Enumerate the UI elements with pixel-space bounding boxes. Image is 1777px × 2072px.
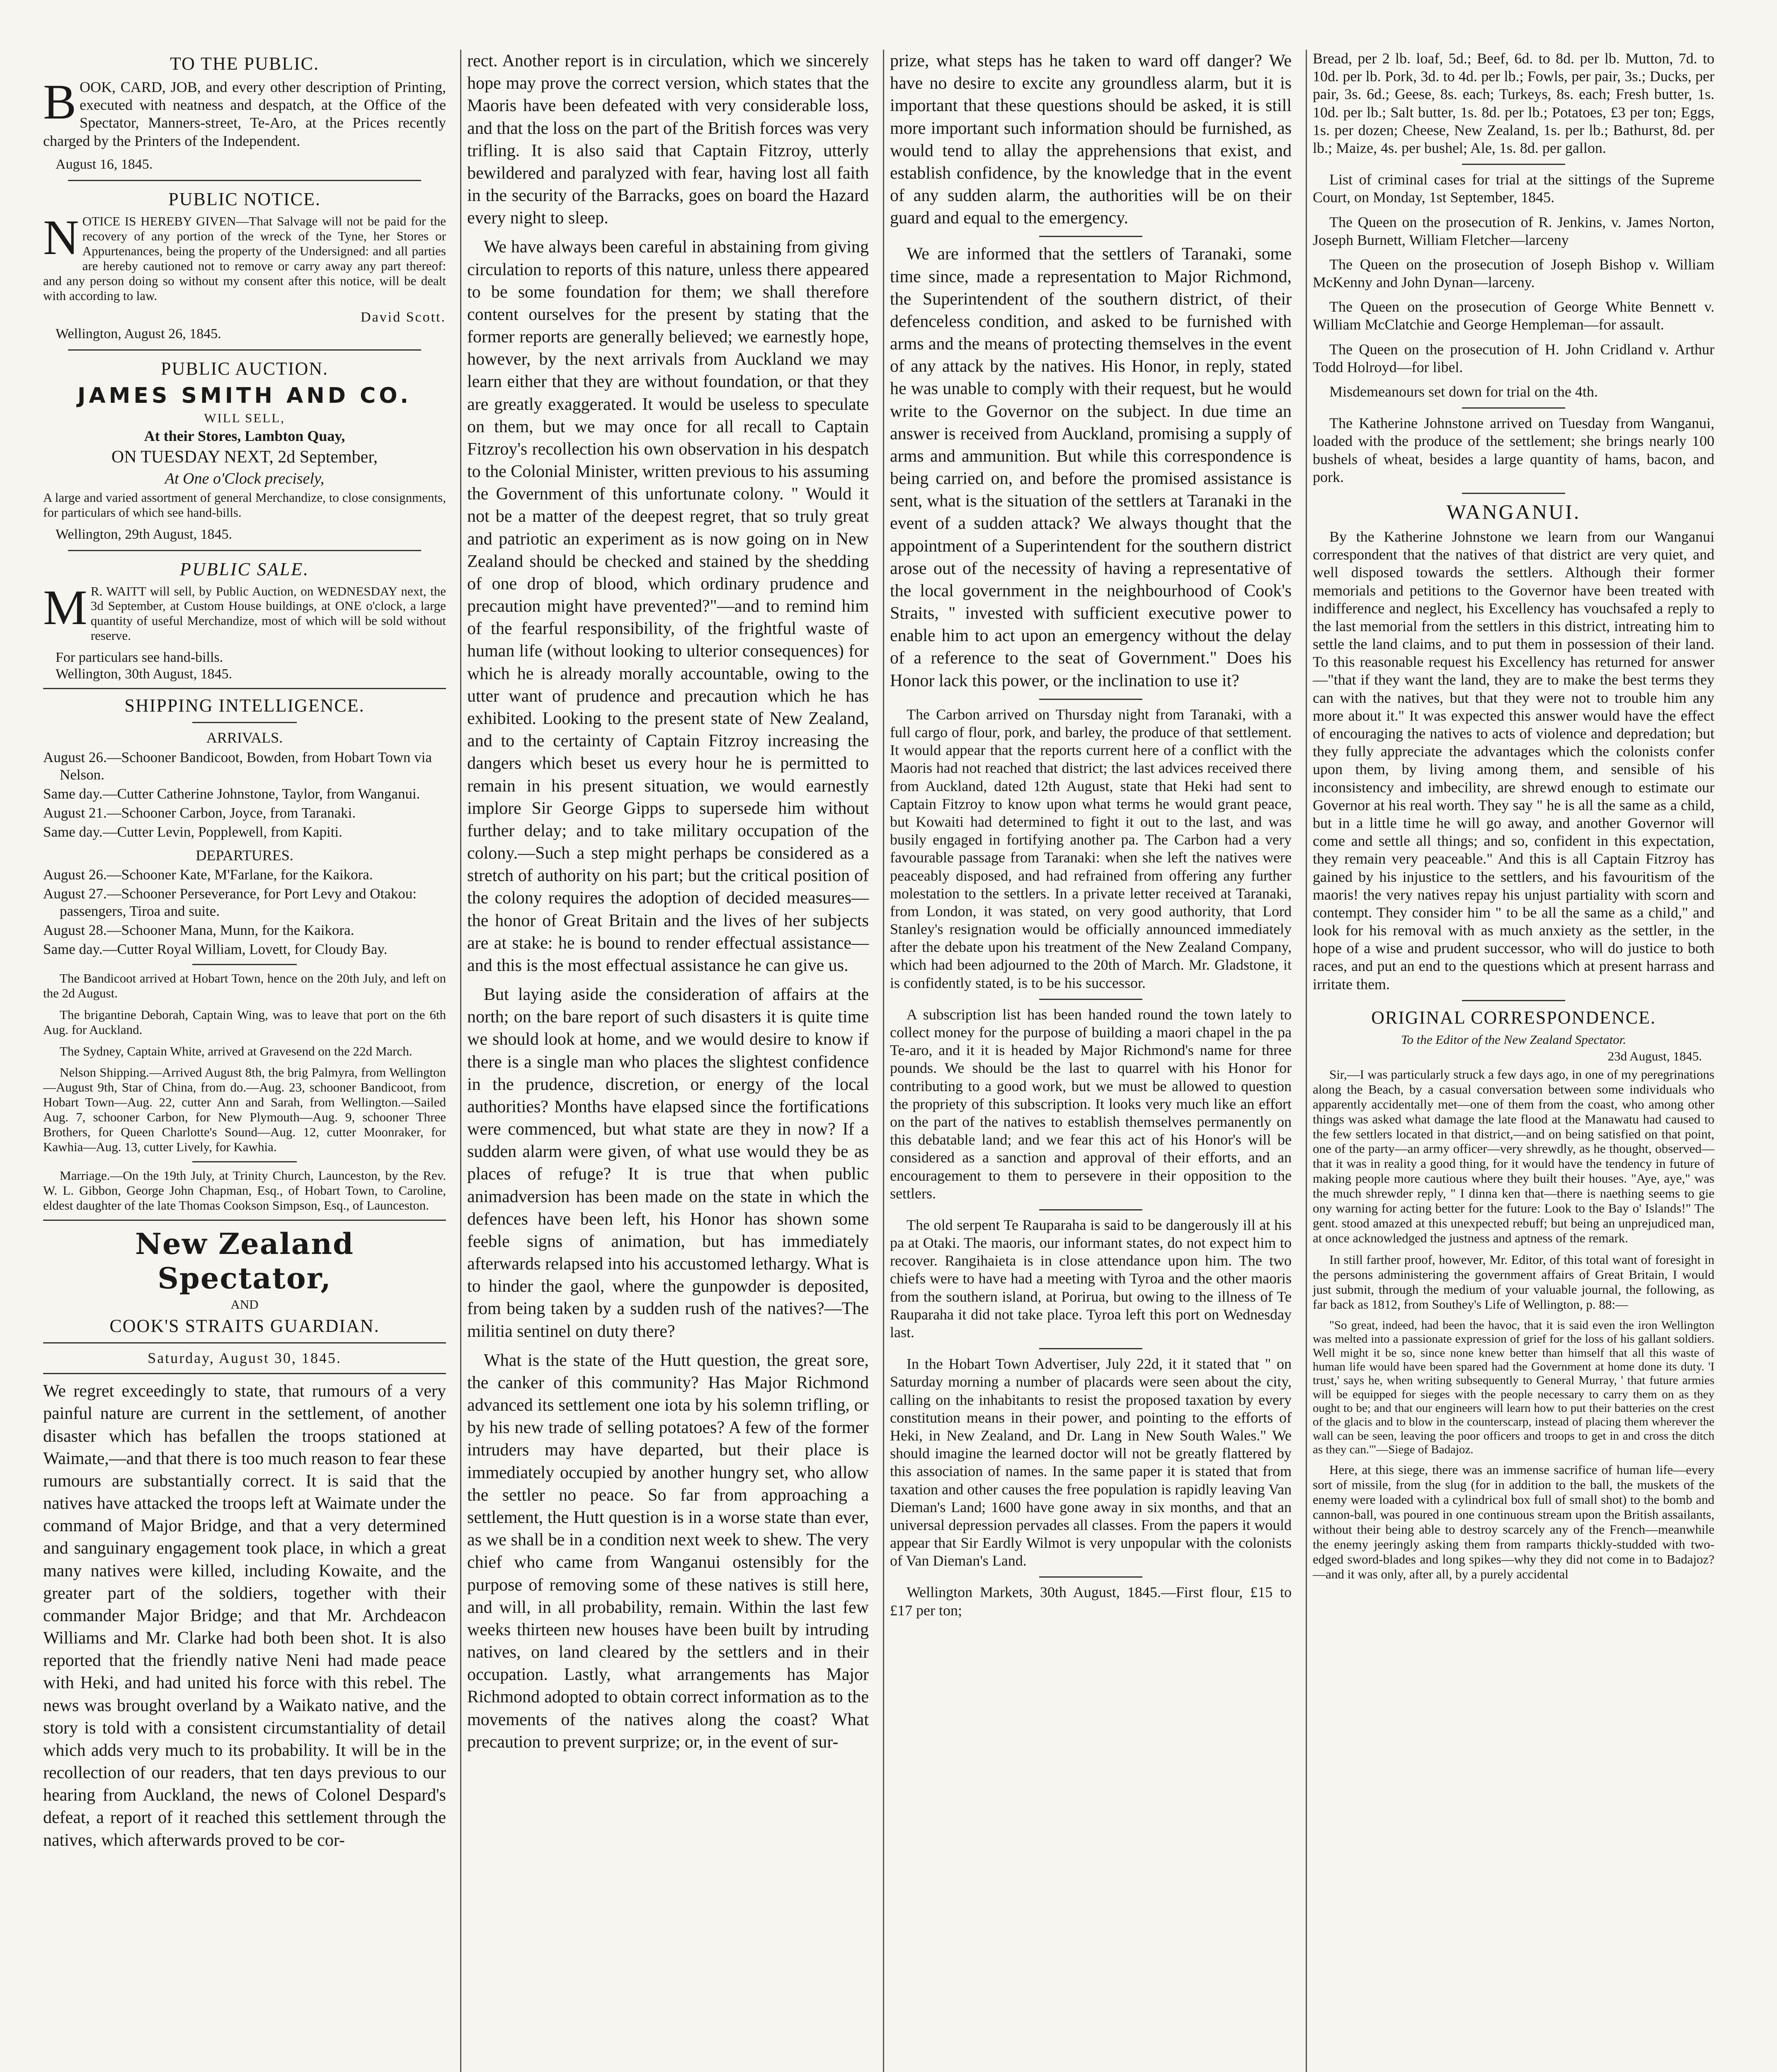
correspondence-paragraph: Here, at this siege, there was an immense sacrifice of human life—every sort of missile, from the slug (for in addition to the ball, the muskets of the enemy were loaded with a cylindrical box full of small shot) to the bomb and cannon-ball, was poured in one continuous stream upon the British assailants, without their being able to destroy scarcely any of the French—meanwhile the enemy jeeringly asking them from ramparts thickly-studded with two-edged sword-blades and long spikes—why they did not come in to Badajoz? —and it was only, after all, by a purely accidental bbox=[1313, 1462, 1714, 1582]
editorial-paragraph: We have always been careful in abstaining from giving circulation to reports of this nature, unless there appeared to be some foundation for them; we shall therefore content ourselves for the present by stating that the former reports are generally believed; we earnestly hope, however, by the next arrivals from Auckland we may learn either that they are without foundation, or that they are greatly exaggerated. It would be useless to speculate on them, but we may once for all recall to Captain Fitzroy's recollection his own observation in his despatch to the Colonial Minister, written previous to his assuming the Government of this unfortunate colony. " Would it not be a matter of the deepest regret, that so truly great and patriotic an experiment as is now going on in New Zealand should be checked and stained by the shedding of one drop of blood, which ordinary prudence and precaution might have prevented?"—and to remind him of the fearful responsibility, of the frightful waste of human life (without looking to ulterior consequences) for which he is already morally accountable, owing to the utter want of prudence and precaution which he has exhibited. Looking to the present state of New Zealand, and to the certainty of Captain Fitzroy increasing the dangers which beset us every hour he is permitted to remain in his present situation, we would earnestly implore Sir George Gipps to supersede him without further delay; and to take military occupation of the colony.—Such a step might perhaps be considered as a stretch of authority on his part; but the critical position of the colony requires the adoption of decided measures—the honor of Great Britain and the lives of her subjects are at stake: he is bound to render effectual assistance—and this is the most effectual assistance he can give us. bbox=[467, 237, 869, 975]
editorial-paragraph: What is the state of the Hutt question, the great sore, the canker of this community? Has Major Richmond advanced its settlement one iota by his solemn trifling, or by his new trade of selling potatoes? A few of the former intruders may have departed, but their place is immediately occupied by another hungry set, who allow the settler no peace. So far from approaching a settlement, the Hutt question is in a worse state than ever, as we shall be in a condition next week to shew. The very chief who came from Wanganui ostensibly for the purpose of removing some of these natives is still here, and will, in all probability, remain. Within the last few weeks thirteen new houses have been built by intruding natives, on land cleared by the settlers and in their occupation. Lastly, what arrangements has Major Richmond adopted to obtain correct information as to the movements of the natives along the coast? What precaution to prevent surprize; or, in the event of sur- bbox=[467, 1351, 869, 1752]
criminal-case: The Queen on the prosecution of George White Bennett v. William McClatchie and George Hempleman—for assault. bbox=[1313, 298, 1714, 333]
to-public-text: OOK, CARD, JOB, and every other description of Printing, executed with neatness and despatch, at the Office of the Spectator, Manners-street, Te-Aro, at the Prices recently charged by the Printers of the Independent. bbox=[43, 79, 446, 149]
auction-will-sell: WILL SELL, bbox=[204, 411, 285, 426]
to-public-date: August 16, 1845. bbox=[56, 156, 153, 172]
column-3 bbox=[883, 50, 1297, 2072]
hobart-paragraph: In the Hobart Town Advertiser, July 22d, it it stated that " on Saturday morning a number of placards were seen about the city, calling on the inhabitants to resist the proposed taxation by every constitution means in their power, and pointing to the efforts of Heki, in New Zealand, and Dr. Lang in New South Wales." We should imagine the learned doctor will not be greatly flattered by this association of names. In the same paper it is stated that from taxation and other causes the free population is rapidly leaving Van Dieman's Land; 1600 have gone away in six months, and that an universal depression pervades all classes. From the papers it would appear that Sir Eardly Wilmot is very unpopular with the colonists of Van Dieman's Land. bbox=[890, 1356, 1292, 1569]
divider bbox=[43, 688, 446, 689]
departure-item: August 26.—Schooner Kate, M'Farlane, for the Kaikora. bbox=[43, 866, 373, 883]
criminal-cases-intro: List of criminal cases for trial at the sittings of the Supreme Court, on Monday, 1st September, 1845. bbox=[1313, 171, 1714, 206]
shipping-note: The Bandicoot arrived at Hobart Town, hence on the 20th July, and left on the 2d August. bbox=[43, 971, 446, 1000]
rauparaha-paragraph: The old serpent Te Rauparaha is said to be dangerously ill at his pa at Otaki. The maoris, our informant states, do not expect him to recover. Rangihaieta is in close attendance upon him. The two chiefs were to have had a meeting with Tyroa and the other maoris from the southern island, at Porirua, but owing to the illness of Te Rauparaha it did not take place. Tyroa left this port on Wednesday last. bbox=[890, 1216, 1292, 1341]
arrival-item: Same day.—Cutter Catherine Johnstone, Taylor, from Wanganui. bbox=[43, 785, 420, 802]
divider bbox=[1039, 1576, 1142, 1578]
editorial-paragraph: We regret exceedingly to state, that rumours of a very painful nature are current in the settlement, of another disaster which has befallen the troops stationed at Waimate,—and that there is too much reason to fear these rumours are substantially correct. It is said that the natives have attacked the troops left at Waimate under the command of Major Bridge, and that a very determined and sanguinary engagement took place, in which a great many natives were killed, including Kowaite, and the greater part of the soldiers, together with their commander Major Bridge; and that Mr. Archdeacon Williams and Mr. Clarke had both been shot. It is also reported that the friendly native Neni had made peace with Heki, and had united his force with this rebel. The news was brought overland by a Waikato native, and the story is told with a consistent circumstantiality of detail which adds very much to its probability. It will be in the recollection of our readers, that ten days previous to our hearing from Auckland, the news of Colonel Despard's defeat, a report of it reached this settlement through the natives, which afterwards proved to be cor- bbox=[43, 1382, 446, 1850]
to-public-dropcap: B bbox=[43, 74, 77, 129]
public-notice-text: OTICE IS HEREBY GIVEN—That Salvage will not be paid for the recovery of any portion of the wreck of the Tyne, her Stores or Appurtenances, being the property of the Undersigned: and all parties are hereby cautioned not to remove or carry away any part thereof: and any person doing so without my consent after this notice, will be dealt with according to law. bbox=[43, 213, 446, 303]
shipping-heading: SHIPPING INTELLIGENCE. bbox=[124, 695, 365, 716]
katherine-paragraph: The Katherine Johnstone arrived on Tuesday from Wanganui, loaded with the produce of the settlement; she brings nearly 100 bushels of wheat, besides a large quantity of hams, bacon, and pork. bbox=[1313, 415, 1714, 485]
public-notice-dropcap: N bbox=[43, 209, 79, 265]
public-sale-dropcap: M bbox=[43, 579, 87, 635]
public-sale bbox=[43, 579, 446, 644]
auction-time: At One o'Clock precisely, bbox=[165, 470, 325, 487]
divider bbox=[1462, 1000, 1565, 1001]
shipping-note: The Sydney, Captain White, arrived at Gravesend on the 22d March. bbox=[60, 1043, 412, 1058]
masthead-and: AND bbox=[230, 1297, 259, 1312]
criminal-case: The Queen on the prosecution of R. Jenkins, v. James Norton, Joseph Burnett, William Fletcher—larceny bbox=[1313, 213, 1714, 248]
criminal-case: Misdemeanours set down for trial on the 4th. bbox=[1329, 383, 1598, 400]
divider bbox=[1039, 1348, 1142, 1349]
public-sale-particulars: For particulars see hand-bills. bbox=[56, 650, 223, 666]
shipping-note: The brigantine Deborah, Captain Wing, was to leave that port on the 6th Aug. for Auckland. bbox=[43, 1007, 446, 1037]
auction-date: Wellington, 29th August, 1845. bbox=[56, 526, 233, 542]
divider bbox=[1039, 1209, 1142, 1210]
masthead-title: New Zealand Spectator, bbox=[135, 1227, 354, 1296]
correspondence-to: To the Editor of the New Zealand Spectator. bbox=[1401, 1032, 1627, 1047]
criminal-case: The Queen on the prosecution of Joseph Bishop v. William McKenny and John Dynan—larceny. bbox=[1313, 256, 1714, 291]
divider bbox=[192, 722, 297, 723]
divider bbox=[1039, 699, 1142, 700]
divider bbox=[1462, 164, 1565, 165]
correspondence-quote: "So great, indeed, had been the havoc, that it is said even the iron Wellington was melted into a passionate expression of grief for the loss of his gallant soldiers. Well might it be so, since none knew better than himself that all this waste of human life would have been spared had the Government at home done its duty. 'I trust,' says he, when writing subsequently to General Murray, ' that future armies will be equipped for sieges with the people necessary to carry them on as they ought to be; and that our engineers will learn how to put their batteries on the crest of the glacis and to blow in the counterscarp, instead of placing them wherever the wall can be seen, leaving the poor officers and troops to get in and cross the ditch as they can.'"—Siege of Badajoz. bbox=[1313, 1318, 1714, 1457]
divider bbox=[68, 180, 421, 181]
masthead-subtitle: COOK'S STRAITS GUARDIAN. bbox=[109, 1316, 380, 1336]
divider bbox=[43, 1373, 446, 1374]
carbon-paragraph: The Carbon arrived on Thursday night from Taranaki, with a full cargo of flour, pork, and barley, the produce of that settlement. It would appear that the reports current here of a conflict with the Maoris had not reached that district; the last advices received there from Auckland, dated 12th August, state that Heki had sent to Captain Fitzroy to know upon what terms he would grant peace, but Kowaiti had determined to fight it out to the last, and was busily engaged in fortifying another pa. The Carbon had a very favourable passage from Taranaki: when she left the natives were peaceably disposed, and had refrained from offering any further molestation to the settlers. In a private letter received at Taranaki, from London, it was stated, on very good authority, that Lord Stanley's resignation would be officially announced immediately after the debate upon his treatment of the New Zealand Company, which had been adjourned to the 20th of March. Mr. Gladstone, it is confidently stated, is to be his successor. bbox=[890, 706, 1292, 991]
public-sale-date: Wellington, 30th August, 1845. bbox=[56, 666, 233, 682]
divider bbox=[68, 550, 421, 551]
departure-item: Same day.—Cutter Royal William, Lovett, for Cloudy Bay. bbox=[43, 941, 388, 957]
departure-item: August 27.—Schooner Perseverance, for Port Levy and Otakou: passengers, Tiroa and suite. bbox=[43, 885, 417, 919]
wanganui-paragraph: By the Katherine Johnstone we learn from our Wanganui correspondent that the natives of that district are very quiet, and well disposed towards the settlers. Although their former memorials and petitions to the Governor have been treated with indifference and neglect, his Excellency has vouchsafed a reply to the last memorial from the settlers in this district, intreating him to settle the land claims, and to put them in possession of their land. To this reasonable request his Excellency has returned for answer—"that if they want the land, they are to make the best terms they can with the natives, but that they were not to trouble him any more about it." It was expected this answer would have the effect of encouraging the natives to acts of violence and depredation; but they fully appreciate the advantages which the colonists confer upon them, by living among them, and sensible of his inconsistency and imbecility, are shrewd enough to estimate our Governor at his real worth. They say " he is all the same as a child, but in a little time he will go away, and another Governor will come and settle all things; and so, confident in this expectation, they remain very peaceable." And this is all Captain Fitzroy has gained by his injustice to the settlers, and his favouritism of the maoris! the very natives repay his unjust partiality with scorn and contempt. They consider him " to be all the same as a child," and look for his removal with as much anxiety as the settler, in the hope of a wise and prudent successor, who will do justice to both races, and put an end to the questions which at present harrass and irritate them. bbox=[1313, 528, 1714, 992]
public-sale-heading: PUBLIC SALE. bbox=[179, 559, 310, 579]
divider bbox=[1039, 236, 1142, 237]
arrival-item: August 26.—Schooner Bandicoot, Bowden, from Hobart Town via Nelson. bbox=[43, 749, 432, 783]
correspondence-paragraph: In still farther proof, however, Mr. Editor, of this total want of foresight in the persons administering the government affairs of Great Britain, I would just submit, through the medium of your valuable journal, the following, as far back as 1812, from Southey's Life of Wellington, p. 88:— bbox=[1313, 1252, 1714, 1312]
to-public-heading: TO THE PUBLIC. bbox=[170, 53, 320, 74]
arrivals-heading: ARRIVALS. bbox=[206, 729, 283, 746]
column-2 bbox=[460, 50, 875, 2072]
public-notice-date: Wellington, August 26, 1845. bbox=[56, 326, 221, 342]
auction-when: ON TUESDAY NEXT, 2d September, bbox=[111, 447, 378, 467]
public-sale-text: R. WAITT will sell, by Public Auction, on WEDNESDAY next, the 3d September, at Custom House buildings, at ONE o'clock, a large quantity of useful Merchandize, most of which will be sold without reserve. bbox=[90, 583, 446, 643]
divider bbox=[192, 964, 297, 965]
auction-text: A large and varied assortment of general Merchandize, to close consignments, for particulars of which see hand-bills. bbox=[43, 490, 446, 520]
auction-firm-name: JAMES SMITH AND CO. bbox=[77, 383, 412, 409]
divider bbox=[192, 1161, 297, 1162]
correspondence-paragraph: Sir,—I was particularly struck a few days ago, in one of my peregrinations along the Beach, by a casual conversation between some individuals who apparently accidentally met—one of them from the coast, who among other things was asked what damage the late flood at the Manawatu had caused to the few settlers located in that district,—and on being satisfied on that point, one of the party—an army officer—very shrewdly, as he thought, observed—that it was in reality a good thing, for it would have the tendency in future of making people more cautious where they built their houses. "Aye, aye," was the much shrewder reply, " I dinna ken that—there is naething seems to gie ony warning for acting better for the future: Look to the Bay o' Islands!" The gent. stood amazed at this unexpected rebuff; but being an unprejudiced man, at once acknowledged the justness and aptness of the remark. bbox=[1313, 1067, 1714, 1246]
correspondence-date: 23d August, 1845. bbox=[1607, 1048, 1702, 1063]
column-grid bbox=[37, 50, 1752, 2072]
nelson-shipping-note: Nelson Shipping.—Arrived August 8th, the brig Palmyra, from Wellington—August 9th, Star of China, from do.—Aug. 23, schooner Bandicoot, from Hobart Town—Aug. 22, cutter Ann and Sarah, from Wellington.—Sailed Aug. 7, schooner Carbon, for New Plymouth—Aug. 9, schooner Three Brothers, for Queen Charlotte's Sound—Aug. 12, cutter Moonraker, for Kawhia—Aug. 13, cutter Lively, for Kawhia. bbox=[43, 1065, 446, 1155]
divider bbox=[43, 1342, 446, 1343]
divider bbox=[1462, 407, 1565, 409]
wanganui-heading: WANGANUI. bbox=[1446, 500, 1581, 523]
markets-continued: Bread, per 2 lb. loaf, 5d.; Beef, 6d. to 8d. per lb. Mutton, 7d. to 10d. per lb. Pork, 3d. to 4d. per lb.; Fowls, per pair, 3s.; Ducks, per pair, 3s. 6d.; Geese, 8s. each; Turkeys, 8s. each; Fresh butter, 1s. 10d. per lb.; Salt butter, 1s. 8d. per lb.; Potatoes, £3 per ton; Eggs, 1s. per dozen; Cheese, New Zealand, 1s. per lb.; Bathurst, 8d. per lb.; Maize, 4s. per bushel; Ale, 1s. 8d. per gallon. bbox=[1313, 50, 1714, 156]
marriage-notice: Marriage.—On the 19th July, at Trinity Church, Launceston, by the Rev. W. L. Gibbon, George John Chapman, Esq., of Hobart Town, to Caroline, eldest daughter of the late Thomas Cookson Simpson, Esq., of Launceston. bbox=[43, 1168, 446, 1213]
divider bbox=[1462, 493, 1565, 494]
auction-location: At their Stores, Lambton Quay, bbox=[144, 428, 345, 445]
divider bbox=[43, 1220, 446, 1221]
column-1 bbox=[37, 50, 452, 2072]
editorial-paragraph: But laying aside the consideration of affairs at the north; on the bare report of such disasters it is quite time we should look at home, and we would desire to know if there is a single man who places the slightest confidence in the prudence, discretion, or energy of the local authorities? Months have elapsed since the fortifications were commenced, but what state are they in now? If a sudden alarm were given, of what use would they be as places of refuge? It is true that when public animadversion has been made on the state in which the defences have been left, his Honor has shown some feeble signs of animation, but has immediately afterwards relapsed into his accustomed lethargy. What is to hinder the gaol, where the gunpowder is deposited, from being taken by a sudden rush of the natives?—The militia sentinel on duty there? bbox=[467, 985, 869, 1341]
departure-item: August 28.—Schooner Mana, Munn, for the Kaikora. bbox=[43, 922, 354, 938]
editorial-paragraph: prize, what steps has he taken to ward off danger? We have no desire to excite any groundless alarm, but it is important that these questions should be asked, it is still more important such information should be furnished, as would tend to allay the apprehensions that exist, and establish confidence, by the knowledge that in the event of any sudden alarm, the authorities will be on their guard and equal to the emergency. bbox=[890, 51, 1292, 228]
correspondence-heading: ORIGINAL CORRESPONDENCE. bbox=[1371, 1007, 1656, 1028]
public-notice bbox=[43, 209, 446, 303]
public-notice-heading: PUBLIC NOTICE. bbox=[168, 189, 321, 209]
divider bbox=[1039, 999, 1142, 1000]
to-public-notice bbox=[43, 74, 446, 150]
taranaki-paragraph: We are informed that the settlers of Taranaki, some time since, made a representation to Major Richmond, the Superintendent of the southern district, of their defenceless condition, and asked to be furnished with arms and the means of protecting themselves in the event of any attack by the natives. His Honor, in reply, stated he was unable to comply with their request, but he would write to the Governor on the subject. In due time an answer is received from Auckland, promising a supply of arms and ammunition. But while this correspondence is being carried on, and before the promised assistance is sent, what is the situation of the settlers at Taranaki in the event of a sudden attack? We always thought that the appointment of a Superintendent for the southern district arose out of the necessity of having a representative of the local government in the neighbourhood of Cook's Straits, " invested with sufficient executive power to enable him to act upon an emergency without the delay of a reference to the seat of Government." Does his Honor lack this power, or the inclination to use it? bbox=[890, 244, 1292, 690]
public-auction-heading: PUBLIC AUCTION. bbox=[160, 358, 329, 379]
arrival-item: August 21.—Schooner Carbon, Joyce, from Taranaki. bbox=[43, 804, 356, 821]
criminal-case: The Queen on the prosecution of H. John Cridland v. Arthur Todd Holroyd—for libel. bbox=[1313, 341, 1714, 375]
arrival-item: Same day.—Cutter Levin, Popplewell, from Kapiti. bbox=[43, 823, 342, 840]
markets-paragraph: Wellington Markets, 30th August, 1845.—First flour, £15 to £17 per ton; bbox=[890, 1584, 1292, 1619]
issue-date: Saturday, August 30, 1845. bbox=[148, 1350, 342, 1366]
public-notice-signature: David Scott. bbox=[361, 310, 446, 325]
column-4 bbox=[1306, 50, 1720, 2072]
editorial-paragraph: rect. Another report is in circulation, which we sincerely hope may prove the correct version, which states that the Maoris have been defeated with very considerable loss, and that the loss on the part of the British forces was very trifling. It is also said that Captain Fitzroy, utterly bewildered and paralyzed with fear, having lost all faith in the security of the Barracks, goes on board the Hazard every night to sleep. bbox=[467, 51, 869, 228]
subscription-paragraph: A subscription list has been handed round the town lately to collect money for the purpose of building a maori chapel in the pa Te-aro, and it it is headed by Major Richmond's name for three pounds. We should be the last to quarrel with his Honor for contributing to a good work, but we must be allowed to question the propriety of this subscription. It looks very much like an effort on the part of the natives to establish themselves permanently on this debatable land; and we fear this act of his Honor's will be considered as a sanction and approval of their efforts, and an encouragement to them to persevere in their opposition to the settlers. bbox=[890, 1006, 1292, 1202]
departures-heading: DEPARTURES. bbox=[196, 847, 293, 864]
divider bbox=[68, 349, 421, 351]
